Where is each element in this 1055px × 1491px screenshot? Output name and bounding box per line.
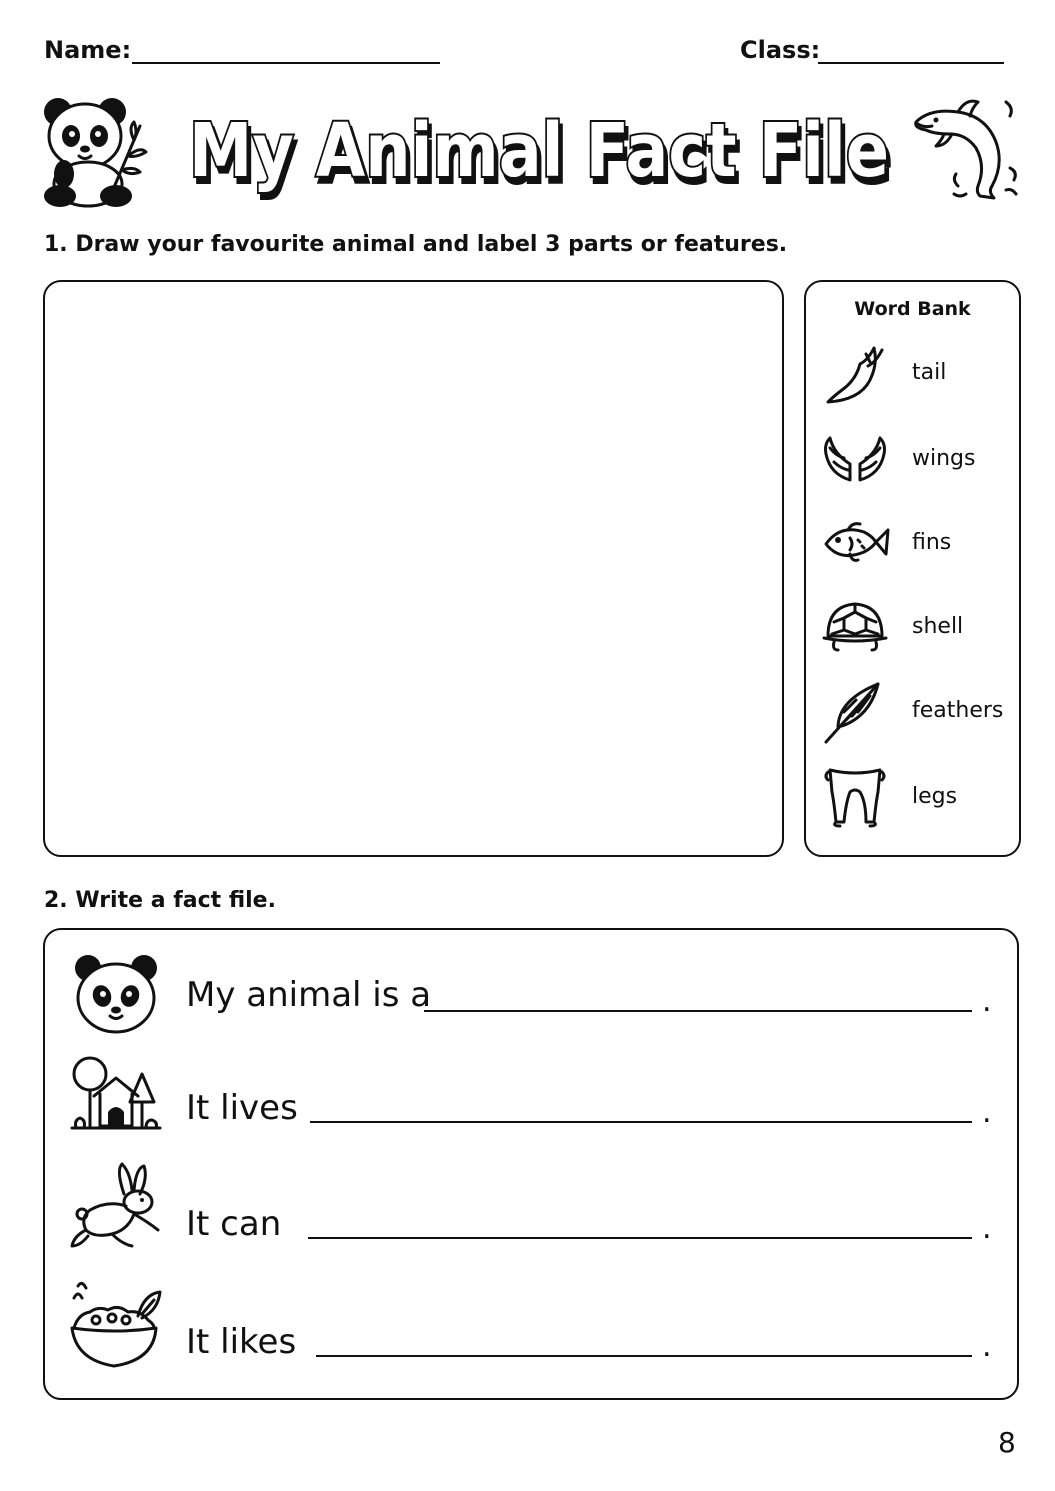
word-bank xyxy=(804,280,1021,857)
fact-prompt-can: It can xyxy=(186,1204,282,1244)
fact-answer-likes[interactable] xyxy=(316,1355,972,1357)
fact-end-animal: . xyxy=(982,984,992,1019)
fact-prompt-likes: It likes xyxy=(186,1322,297,1362)
word-bank-title: Word Bank xyxy=(854,298,971,320)
title-shadow-text: My Animal Fact File xyxy=(192,114,892,200)
rabbit-icon xyxy=(68,1160,164,1260)
wings-icon xyxy=(820,424,890,498)
fact-answer-animal[interactable] xyxy=(424,1010,972,1012)
panda-icon xyxy=(36,92,151,210)
title-text: My Animal Fact File xyxy=(189,108,889,194)
panda-face-icon xyxy=(68,946,164,1046)
name-field[interactable] xyxy=(132,62,440,64)
word-legs: legs xyxy=(912,784,958,809)
fact-prompt-lives: It lives xyxy=(186,1088,298,1128)
fact-prompt-animal: My animal is a xyxy=(186,975,432,1015)
house-icon xyxy=(68,1046,164,1146)
tail-icon xyxy=(820,340,890,414)
question-1: 1. Draw your favourite animal and label 3 parts or features. xyxy=(44,232,788,257)
fact-end-likes: . xyxy=(982,1329,992,1364)
word-fins: fins xyxy=(912,530,952,555)
question-2: 2. Write a fact file. xyxy=(44,888,276,913)
fact-answer-lives[interactable] xyxy=(310,1121,972,1123)
fact-answer-can[interactable] xyxy=(308,1237,972,1239)
dolphin-icon xyxy=(906,94,1028,206)
feather-icon xyxy=(820,676,890,750)
word-shell: shell xyxy=(912,614,964,639)
name-label: Name: xyxy=(44,36,132,64)
class-label: Class: xyxy=(740,36,821,64)
worksheet-title xyxy=(175,96,910,206)
word-feathers: feathers xyxy=(912,698,1004,723)
word-wings: wings xyxy=(912,446,976,471)
fish-icon xyxy=(820,508,890,582)
food-bowl-icon xyxy=(68,1280,164,1380)
legs-icon xyxy=(820,762,890,836)
word-tail: tail xyxy=(912,360,947,385)
class-field[interactable] xyxy=(818,62,1004,64)
drawing-area[interactable] xyxy=(43,280,784,857)
fact-end-lives: . xyxy=(982,1095,992,1130)
turtle-shell-icon xyxy=(820,592,890,666)
page-number: 8 xyxy=(998,1426,1016,1459)
fact-end-can: . xyxy=(982,1211,992,1246)
